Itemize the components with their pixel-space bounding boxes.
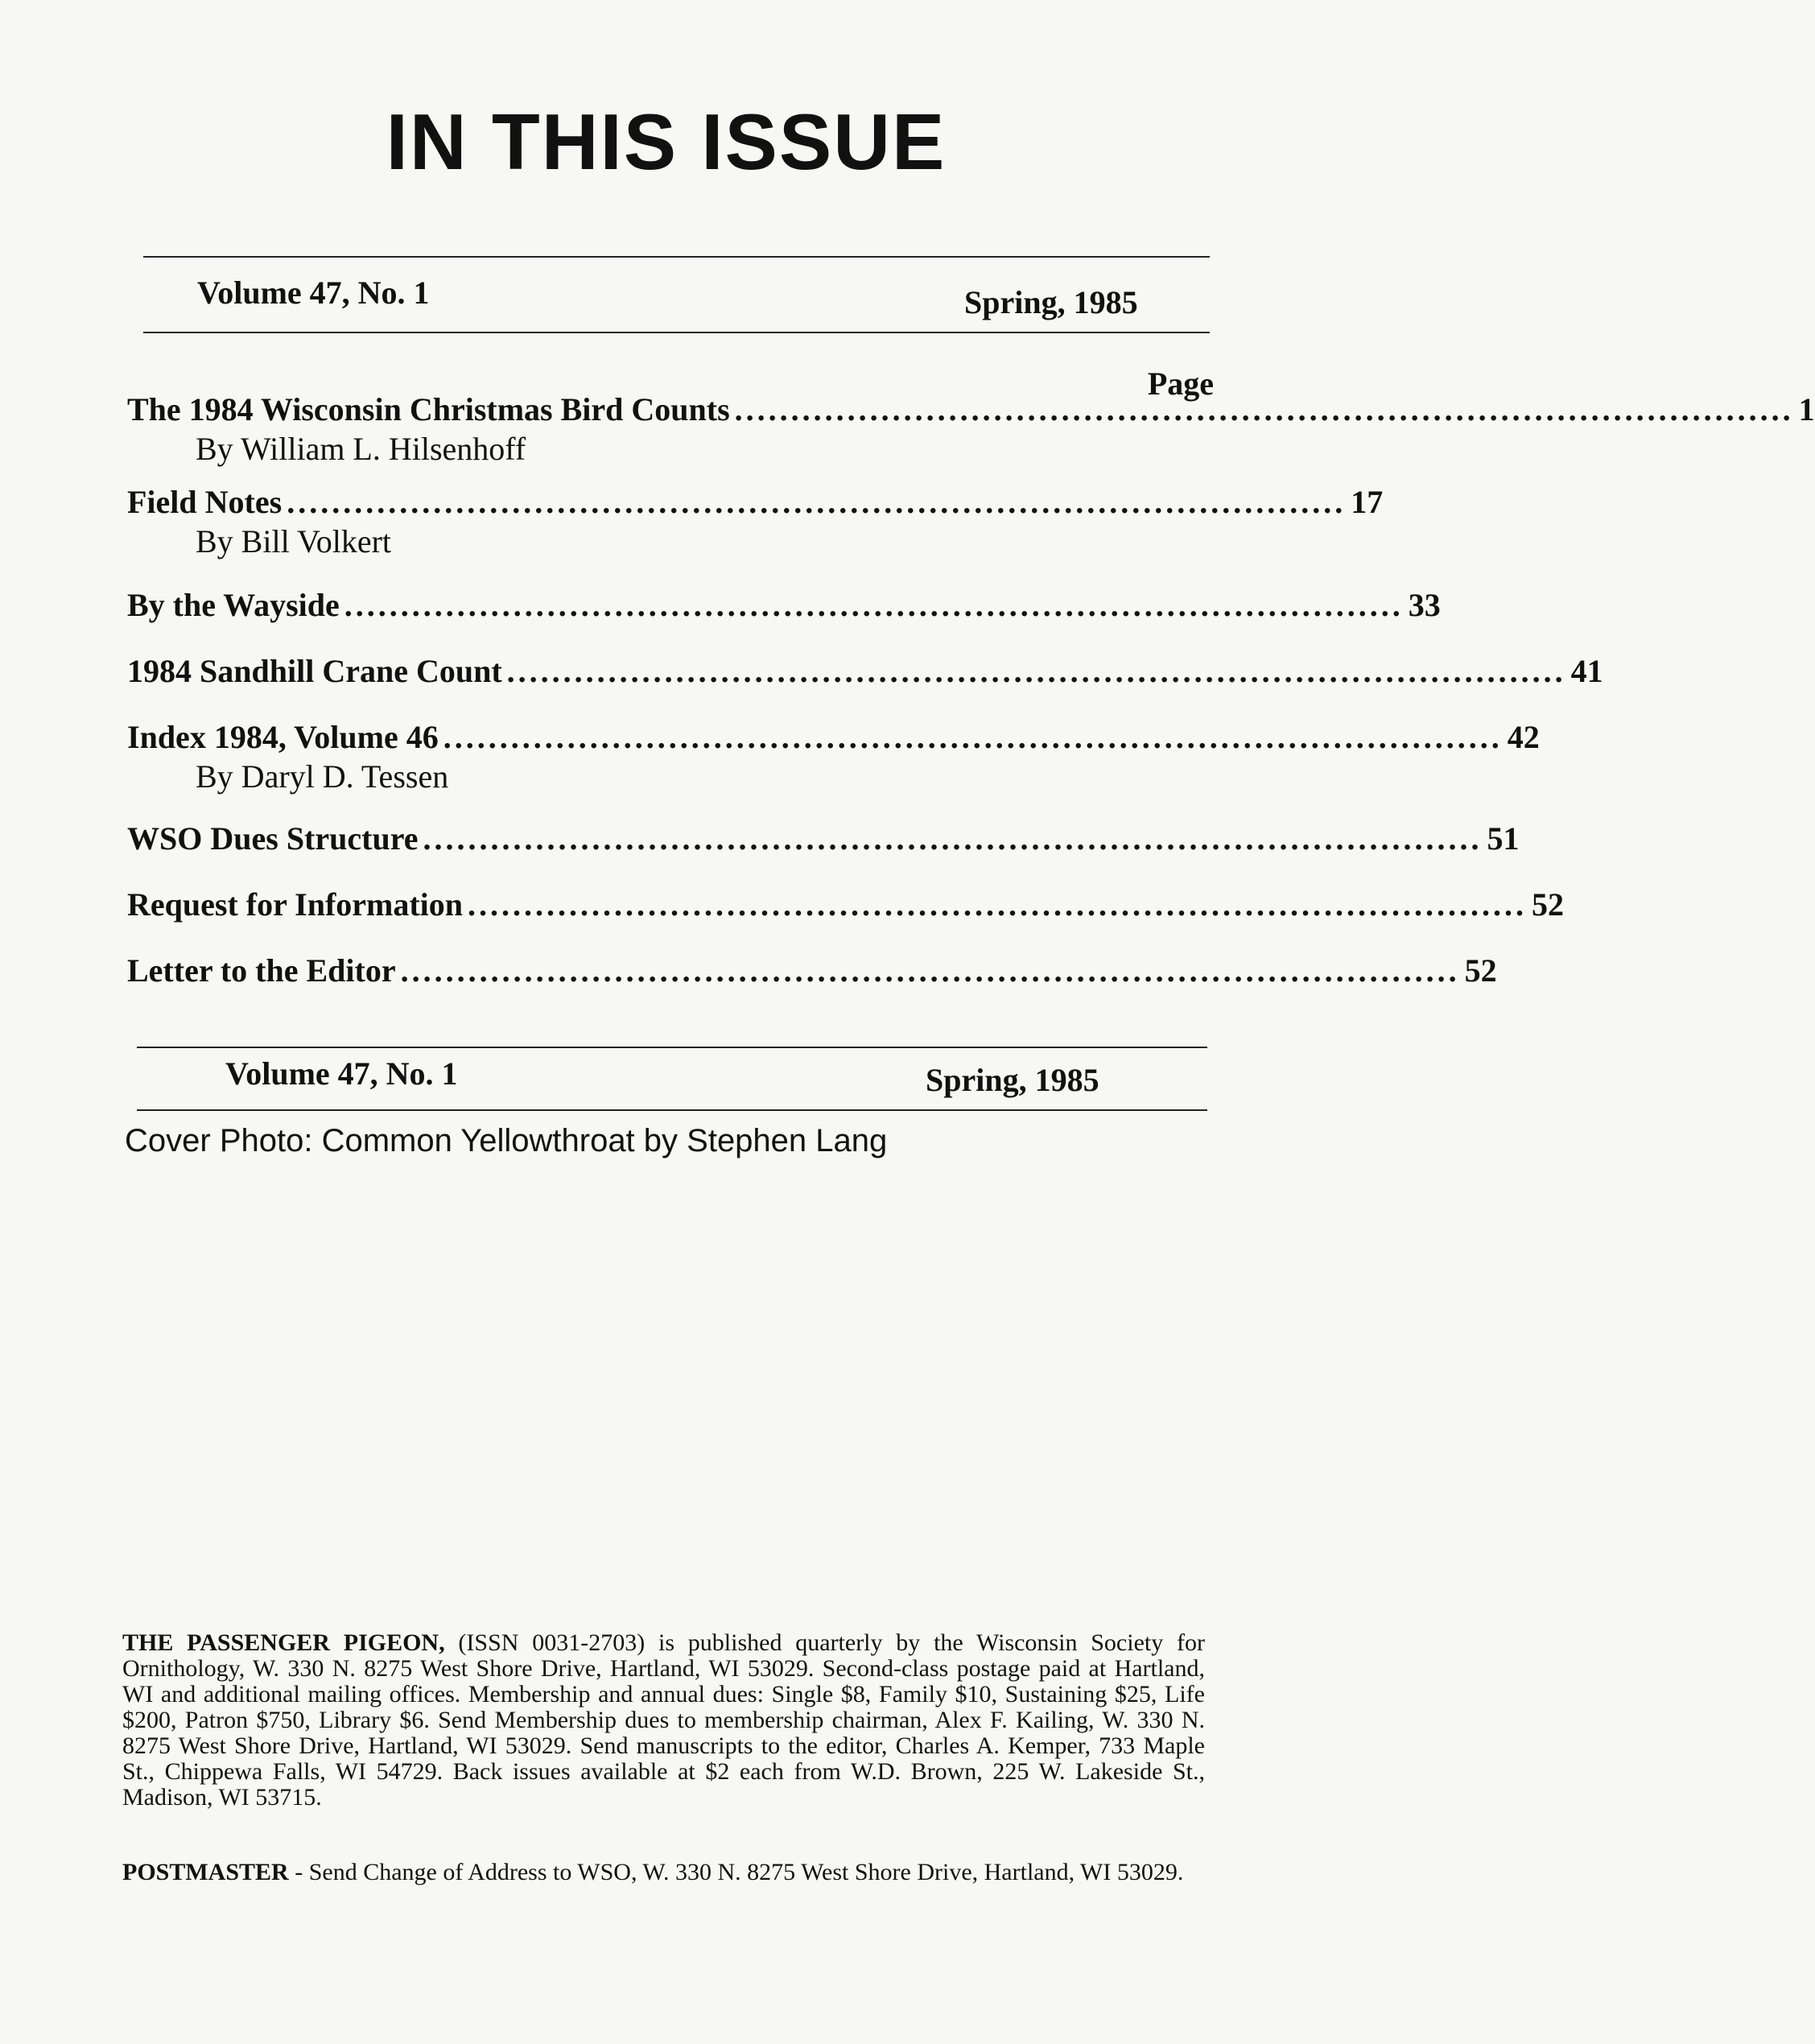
toc-entry-author: By Bill Volkert	[196, 523, 392, 560]
page-column-header: Page	[1147, 365, 1214, 402]
toc-entry-title: By the Wayside	[127, 587, 340, 623]
toc-entry-title: WSO Dues Structure	[127, 820, 419, 857]
bottom-band-rule-lower	[137, 1109, 1207, 1111]
bottom-band-rule-upper	[137, 1047, 1207, 1048]
footer-season: Spring, 1985	[926, 1062, 1099, 1098]
postmaster-notice	[122, 1860, 1205, 1885]
page-title: IN THIS ISSUE	[386, 97, 947, 186]
toc-entry[interactable]	[127, 483, 1384, 560]
toc-entry-page: 52	[1532, 886, 1565, 923]
publication-name: THE PASSENGER PIGEON,	[122, 1629, 445, 1656]
header-season: Spring, 1985	[964, 284, 1138, 320]
top-rule-lower	[143, 332, 1210, 333]
toc-entry-title: Letter to the Editor	[127, 952, 396, 989]
toc-entry-page: 41	[1570, 653, 1603, 689]
toc-entry-page: 1	[1798, 391, 1815, 427]
leader-dots: ..............................................................................................	[287, 484, 1347, 520]
leader-dots: ..............................................................................................	[506, 653, 1566, 689]
toc-entry-author: By Daryl D. Tessen	[196, 758, 449, 795]
toc-entry-title: 1984 Sandhill Crane Count	[127, 653, 502, 689]
toc-entry-title: Index 1984, Volume 46	[127, 719, 439, 755]
toc-entry-page: 33	[1408, 587, 1441, 623]
toc-entry-page: 52	[1464, 952, 1497, 989]
toc-entry[interactable]	[127, 718, 1540, 795]
toc-entry[interactable]	[127, 652, 1603, 690]
toc-entry-title: The 1984 Wisconsin Christmas Bird Counts	[127, 391, 730, 427]
leader-dots: ..............................................................................................	[344, 587, 1404, 623]
cover-photo-credit: Cover Photo: Common Yellowthroat by Stephen Lang	[125, 1123, 888, 1158]
footer-volume: Volume 47, No. 1	[225, 1055, 458, 1092]
leader-dots: ..............................................................................................	[400, 952, 1460, 989]
publication-statement	[122, 1630, 1205, 1811]
toc-entry-page: 42	[1507, 719, 1540, 755]
leader-dots: ..............................................................................................	[423, 820, 1483, 857]
postmaster-label: POSTMASTER	[122, 1859, 289, 1885]
leader-dots: ..............................................................................................	[468, 886, 1528, 923]
toc-entry[interactable]	[127, 952, 1497, 989]
postmaster-text: - Send Change of Address to WSO, W. 330 N. 8275 West Shore Drive, Hartland, WI 53029.	[288, 1859, 1184, 1885]
toc-entry-page: 17	[1351, 484, 1384, 520]
toc-entry-author: By William L. Hilsenhoff	[196, 431, 526, 467]
toc-entry[interactable]	[127, 390, 1815, 468]
toc-entry-title: Request for Information	[127, 886, 464, 923]
toc-entry[interactable]	[127, 820, 1520, 857]
toc-entry[interactable]	[127, 886, 1565, 923]
toc-entry[interactable]	[127, 586, 1441, 624]
publication-text: (ISSN 0031-2703) is published quarterly by the Wisconsin Society for Ornithology, W. 330 N. 8275 West Shore Drive, Hartland, WI 53029. Second-class postage paid at Hartland, WI and additional mailing offices. Membership and annual dues: Single $8, Family $10, Sustaining $25, Life $200, Patron $750, Library $6. Send Membership dues to membership chairman, Alex F. Kailing, W. 330 N. 8275 West Shore Drive, Hartland, WI 53029. Send manuscripts to the editor, Charles A. Kemper, 733 Maple St., Chippewa Falls, WI 54729. Back issues available at $2 each from W.D. Brown, 225 W. Lakeside St., Madison, WI 53715.	[122, 1629, 1205, 1811]
header-volume: Volume 47, No. 1	[197, 275, 430, 311]
leader-dots: ..............................................................................................	[443, 719, 1503, 755]
leader-dots: ..............................................................................................	[734, 391, 1794, 427]
toc-entry-title: Field Notes	[127, 484, 283, 520]
toc-entry-page: 51	[1487, 820, 1520, 857]
top-rule-upper	[143, 256, 1210, 258]
